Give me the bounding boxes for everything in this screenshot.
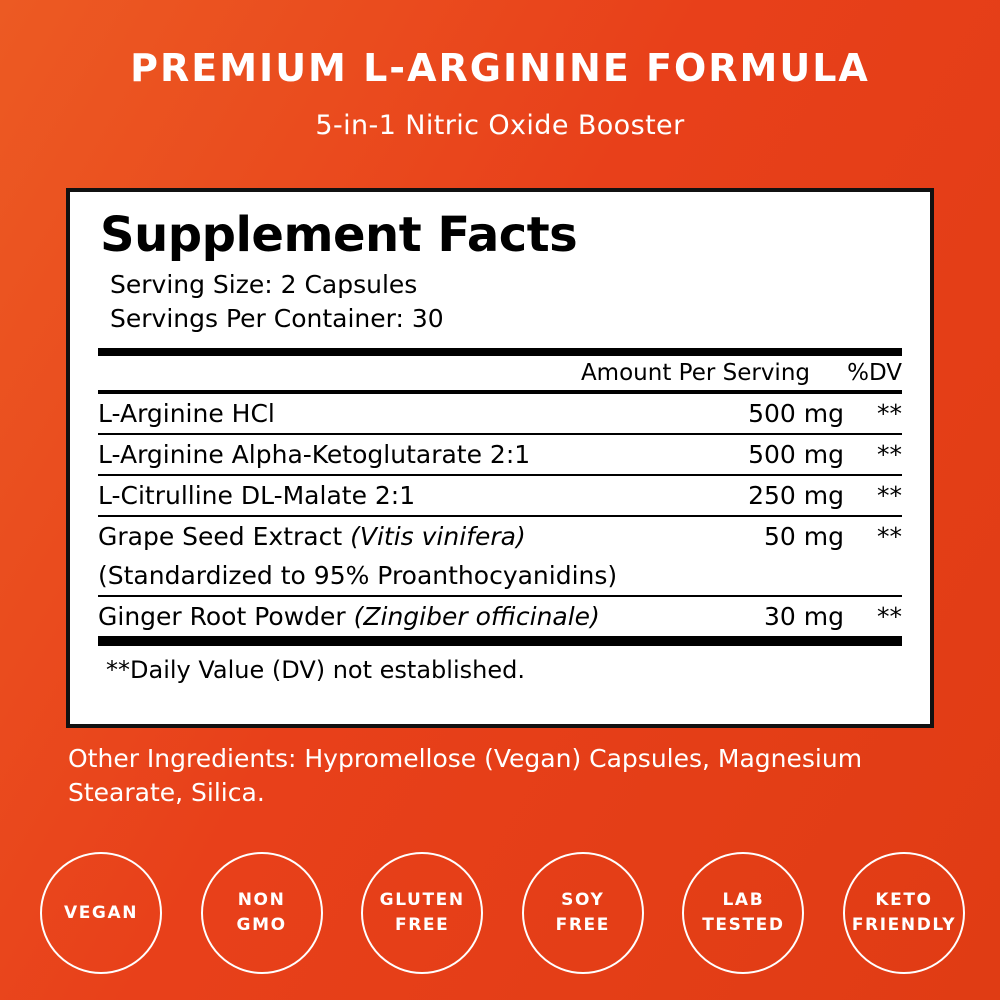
badge-line-1: SOY bbox=[561, 890, 605, 911]
ingredient-amount: 30 mg bbox=[764, 601, 844, 631]
table-row bbox=[98, 517, 902, 556]
ingredient-latin-name: (Zingiber officinale) bbox=[353, 601, 600, 631]
table-row bbox=[98, 394, 902, 433]
badge-line-1: NON bbox=[237, 890, 286, 911]
ingredient-name-text: Grape Seed Extract bbox=[98, 521, 351, 551]
ingredient-name bbox=[98, 597, 741, 636]
badge-lab-tested bbox=[682, 852, 804, 974]
header bbox=[0, 0, 1000, 141]
ingredient-dv: ** bbox=[877, 398, 902, 428]
badge-line-2: GMO bbox=[236, 915, 287, 935]
facts-row-4 bbox=[98, 517, 902, 595]
badge-gluten-free bbox=[361, 852, 483, 974]
ingredient-latin-name: (Vitis vinifera) bbox=[350, 521, 526, 551]
badge-line-2: FRIENDLY bbox=[851, 915, 957, 935]
serving-info bbox=[98, 268, 902, 336]
servings-per-container: Servings Per Container: 30 bbox=[110, 304, 444, 334]
ingredient-standardization: (Standardized to 95% Proanthocyanidins) bbox=[98, 560, 618, 590]
page-title: PREMIUM L-ARGININE FORMULA bbox=[130, 46, 870, 90]
ingredient-amount: 500 mg bbox=[748, 398, 844, 428]
ingredient-dv: ** bbox=[877, 521, 902, 551]
divider-thick-top bbox=[98, 348, 902, 356]
ingredient-dv: ** bbox=[877, 439, 902, 469]
table-row bbox=[98, 435, 902, 474]
badge-line-1: VEGAN bbox=[63, 902, 139, 923]
badge-line-2: FREE bbox=[395, 915, 450, 935]
badge-line-2: FREE bbox=[555, 915, 610, 935]
header-amount-per-serving: Amount Per Serving bbox=[580, 359, 810, 386]
table-row bbox=[98, 597, 902, 636]
facts-row-1 bbox=[98, 394, 902, 433]
header-dv: %DV bbox=[847, 359, 902, 386]
ingredient-name-text: Ginger Root Powder bbox=[98, 601, 354, 631]
ingredient-amount: 50 mg bbox=[764, 521, 844, 551]
badge-soy-free bbox=[522, 852, 644, 974]
ingredient-dv: ** bbox=[877, 480, 902, 510]
ingredient-dv: ** bbox=[877, 601, 902, 631]
ingredient-amount: 250 mg bbox=[748, 480, 844, 510]
page-subtitle: 5-in-1 Nitric Oxide Booster bbox=[315, 109, 685, 141]
ingredient-sub-row bbox=[98, 556, 902, 595]
badge-row bbox=[40, 852, 965, 974]
table-row bbox=[98, 476, 902, 515]
badge-line-1: GLUTEN bbox=[379, 890, 465, 911]
serving-size: Serving Size: 2 Capsules bbox=[110, 270, 418, 300]
ingredient-name: L-Arginine Alpha-Ketoglutarate 2:1 bbox=[98, 439, 531, 469]
supplement-facts-panel bbox=[66, 188, 934, 728]
ingredient-name bbox=[98, 517, 726, 556]
facts-row-5 bbox=[98, 597, 902, 636]
supplement-facts-title: Supplement Facts bbox=[100, 207, 578, 263]
facts-table bbox=[98, 356, 902, 390]
facts-row-3 bbox=[98, 476, 902, 515]
other-ingredients: Other Ingredients: Hypromellose (Vegan) Capsules, Magnesium Stearate, Silica. bbox=[68, 744, 863, 807]
badge-keto-friendly bbox=[843, 852, 965, 974]
badge-line-1: KETO bbox=[875, 890, 933, 911]
facts-table-header bbox=[98, 356, 902, 390]
ingredient-name: L-Citrulline DL-Malate 2:1 bbox=[98, 480, 416, 510]
daily-value-footnote: **Daily Value (DV) not established. bbox=[106, 655, 525, 684]
badge-line-1: LAB bbox=[722, 890, 765, 911]
badge-line-2: TESTED bbox=[702, 915, 785, 935]
facts-row-2 bbox=[98, 435, 902, 474]
badge-vegan bbox=[40, 852, 162, 974]
ingredient-amount: 500 mg bbox=[748, 439, 844, 469]
divider-thick-bottom bbox=[98, 636, 902, 646]
ingredient-name: L-Arginine HCl bbox=[98, 398, 275, 428]
badge-non-gmo bbox=[201, 852, 323, 974]
